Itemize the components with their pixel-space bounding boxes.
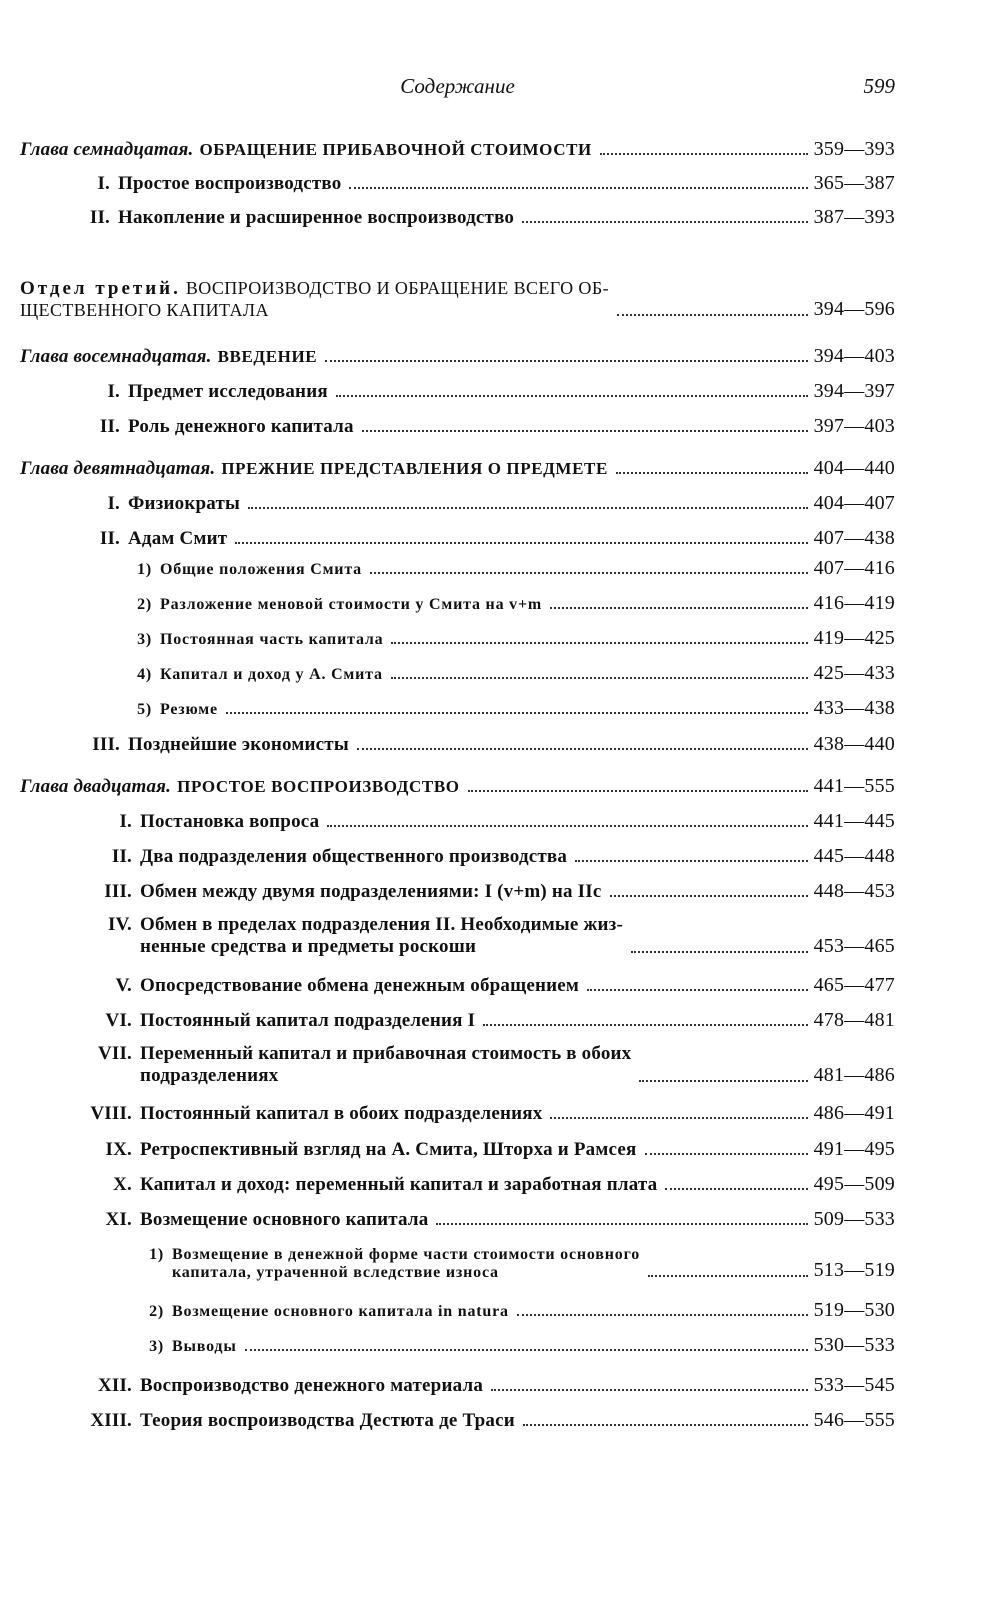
chapter-title: ПРОСТОЕ ВОСПРОИЗВОДСТВО [177, 777, 460, 796]
page-range: 491—495 [813, 1138, 895, 1160]
dot-leader [436, 1223, 807, 1225]
item-number: III. [92, 734, 120, 755]
dot-leader [522, 221, 807, 223]
dot-leader [600, 153, 808, 155]
item-number: VIII. [90, 1103, 132, 1124]
dot-leader [610, 895, 808, 897]
subitem-number: 5) [137, 701, 152, 718]
page-range: 394—596 [813, 298, 895, 320]
item-number: XII. [97, 1375, 132, 1396]
page-range: 394—403 [813, 345, 895, 367]
subitem-number: 4) [137, 666, 152, 683]
page-range: 445—448 [813, 845, 895, 867]
item-number: III. [104, 881, 132, 902]
dot-leader [325, 360, 807, 362]
chapter-prefix: Глава восемнадцатая. [20, 346, 212, 367]
toc-item[interactable] [20, 914, 895, 958]
chapter-title: ВВЕДЕНИЕ [217, 347, 318, 366]
page-range: 433—438 [813, 697, 895, 719]
page-range: 416—419 [813, 592, 895, 614]
item-text: Ретроспективный взгляд на А. Смита, Шторха и Рамсея [140, 1139, 637, 1160]
page-range: 438—440 [813, 733, 895, 755]
item-number: II. [111, 846, 132, 867]
page-range: 404—440 [813, 457, 895, 479]
page-range: 425—433 [813, 662, 895, 684]
dot-leader [523, 1424, 808, 1426]
toc-chapter[interactable] [20, 345, 895, 368]
toc-item[interactable] [20, 492, 895, 515]
item-text: Позднейшие экономисты [128, 734, 349, 755]
subitem-text: Возмещение основного капитала in natura [172, 1303, 509, 1320]
item-text: Теория воспроизводства Дестюта де Траси [140, 1410, 515, 1431]
dot-leader [391, 642, 807, 644]
toc-item[interactable] [20, 415, 895, 438]
dot-leader [631, 951, 808, 953]
subitem-text-line2: капитала, утраченной вследствие износа [172, 1264, 499, 1281]
item-number: IV. [107, 914, 132, 935]
item-number: I. [107, 381, 120, 402]
item-number: IX. [105, 1139, 132, 1160]
toc-chapter[interactable] [20, 775, 895, 798]
toc-subitem[interactable] [20, 1334, 895, 1357]
toc-item[interactable] [20, 974, 895, 997]
dot-leader [616, 472, 808, 474]
page-range: 495—509 [813, 1173, 895, 1195]
item-text: Возмещение основного капитала [140, 1209, 429, 1230]
toc-chapter[interactable] [20, 457, 895, 480]
item-text: Два подразделения общественного производства [140, 846, 568, 867]
item-text: Опосредствование обмена денежным обращением [140, 975, 580, 996]
header-title: Содержание [400, 74, 515, 98]
page-range: 465—477 [813, 974, 895, 996]
dot-leader [248, 507, 808, 509]
toc-subitem[interactable] [20, 697, 895, 720]
item-text-line2: подразделениях [140, 1065, 279, 1086]
item-number: XIII. [90, 1410, 132, 1431]
dot-leader [468, 790, 808, 792]
page-range: 513—519 [813, 1259, 895, 1281]
page-range: 419—425 [813, 627, 895, 649]
item-number: I. [107, 493, 120, 514]
item-number: VII. [97, 1043, 132, 1064]
page-number: 599 [863, 74, 895, 98]
page-range: 448—453 [813, 880, 895, 902]
page-range: 441—555 [813, 775, 895, 797]
dot-leader [226, 712, 808, 714]
item-text: Простое воспроизводство [118, 173, 342, 194]
page-range: 486—491 [813, 1102, 895, 1124]
page-range: 365—387 [813, 172, 895, 194]
dot-leader [349, 187, 807, 189]
page-range: 407—416 [813, 557, 895, 579]
item-number: II. [89, 207, 110, 228]
item-number: II. [99, 416, 120, 437]
page-range: 407—438 [813, 527, 895, 549]
subitem-number: 1) [137, 561, 152, 578]
page-range: 533—545 [813, 1374, 895, 1396]
item-number: VI. [105, 1010, 132, 1031]
subitem-number: 3) [137, 631, 152, 648]
dot-leader [648, 1275, 808, 1277]
subitem-number: 1) [149, 1246, 164, 1263]
dot-leader [327, 825, 807, 827]
section-prefix: Отдел третий. [20, 278, 181, 299]
subitem-number: 2) [149, 1303, 164, 1320]
subitem-text: Капитал и доход у А. Смита [160, 666, 383, 683]
item-text-line1: Переменный капитал и прибавочная стоимость в обоих [140, 1043, 632, 1064]
page-range: 546—555 [813, 1409, 895, 1431]
page-range: 478—481 [813, 1009, 895, 1031]
dot-leader [483, 1024, 807, 1026]
toc-subitem[interactable] [20, 592, 895, 615]
toc-item[interactable] [20, 845, 895, 868]
item-text: Постановка вопроса [140, 811, 320, 832]
toc-item[interactable] [20, 1374, 895, 1397]
dot-leader [665, 1188, 807, 1190]
page-range: 359—393 [813, 138, 895, 160]
toc-subitem[interactable] [20, 662, 895, 685]
running-header [20, 74, 895, 106]
toc-item[interactable] [20, 527, 895, 550]
toc-item[interactable] [20, 733, 895, 756]
chapter-title: ОБРАЩЕНИЕ ПРИБАВОЧНОЙ СТОИМОСТИ [199, 140, 592, 159]
dot-leader [550, 1117, 807, 1119]
item-text: Предмет исследования [128, 381, 328, 402]
dot-leader [391, 677, 808, 679]
toc-item[interactable] [20, 206, 895, 229]
item-text: Роль денежного капитала [128, 416, 354, 437]
chapter-title: ПРЕЖНИЕ ПРЕДСТАВЛЕНИЯ О ПРЕДМЕТЕ [221, 459, 608, 478]
dot-leader [550, 607, 808, 609]
toc-subitem[interactable] [20, 1299, 895, 1322]
page-range: 509—533 [813, 1208, 895, 1230]
item-text: Накопление и расширенное воспроизводство [118, 207, 515, 228]
toc-item[interactable] [20, 1208, 895, 1231]
item-number: X. [113, 1174, 132, 1195]
page-range: 453—465 [813, 935, 895, 957]
subitem-text: Разложение меновой стоимости у Смита на v+m [160, 596, 543, 613]
toc-item[interactable] [20, 1138, 895, 1161]
section-title-line2: ЩЕСТВЕННОГО КАПИТАЛА [20, 300, 269, 320]
dot-leader [336, 395, 808, 397]
toc-item[interactable] [20, 1009, 895, 1032]
item-text: Капитал и доход: переменный капитал и заработная плата [140, 1174, 658, 1195]
page-range: 394—397 [813, 380, 895, 402]
page-range: 397—403 [813, 415, 895, 437]
item-number: I. [119, 811, 132, 832]
chapter-prefix: Глава девятнадцатая. [20, 458, 216, 479]
item-text: Адам Смит [128, 528, 228, 549]
subitem-text-line1: Возмещение в денежной форме части стоимости основного [172, 1246, 641, 1263]
subitem-text: Выводы [172, 1338, 237, 1355]
dot-leader [645, 1153, 808, 1155]
item-text: Постоянный капитал в обоих подразделениях [140, 1103, 543, 1124]
item-text-line2: ненные средства и предметы роскоши [140, 936, 477, 957]
toc-subitem[interactable] [20, 627, 895, 650]
item-number: V. [115, 975, 132, 996]
page-range: 387—393 [813, 206, 895, 228]
dot-leader [491, 1389, 808, 1391]
toc-item[interactable] [20, 1102, 895, 1125]
toc-item[interactable] [20, 880, 895, 903]
dot-leader [587, 989, 808, 991]
subitem-number: 3) [149, 1338, 164, 1355]
subitem-text: Резюме [160, 701, 218, 718]
dot-leader [357, 748, 808, 750]
toc-section[interactable] [20, 278, 895, 321]
item-number: I. [97, 173, 110, 194]
dot-leader [235, 542, 807, 544]
item-text-line1: Обмен в пределах подразделения II. Необходимые жиз- [140, 914, 623, 935]
toc-item[interactable] [20, 810, 895, 833]
dot-leader [362, 430, 808, 432]
toc-subitem[interactable] [20, 1246, 895, 1282]
subitem-number: 2) [137, 596, 152, 613]
dot-leader [245, 1349, 808, 1351]
item-text: Воспроизводство денежного материала [140, 1375, 484, 1396]
page-range: 404—407 [813, 492, 895, 514]
page-range: 530—533 [813, 1334, 895, 1356]
section-title-line1: ВОСПРОИЗВОДСТВО И ОБРАЩЕНИЕ ВСЕГО ОБ- [185, 278, 609, 298]
subitem-text: Постоянная часть капитала [160, 631, 384, 648]
toc-item[interactable] [20, 1043, 895, 1087]
toc-subitem[interactable] [20, 557, 895, 580]
dot-leader [617, 314, 808, 316]
item-text: Физиократы [128, 493, 241, 514]
chapter-prefix: Глава двадцатая. [20, 776, 172, 797]
toc-item[interactable] [20, 1409, 895, 1432]
toc-item[interactable] [20, 172, 895, 195]
page-range: 519—530 [813, 1299, 895, 1321]
dot-leader [517, 1314, 808, 1316]
subitem-text: Общие положения Смита [160, 561, 362, 578]
item-number: XI. [105, 1209, 132, 1230]
item-text: Обмен между двумя подразделениями: I (v+m) на IIc [140, 881, 602, 902]
dot-leader [639, 1080, 807, 1082]
toc-item[interactable] [20, 380, 895, 403]
item-text: Постоянный капитал подразделения I [140, 1010, 476, 1031]
item-number: II. [99, 528, 120, 549]
dot-leader [575, 860, 807, 862]
page-range: 481—486 [813, 1064, 895, 1086]
toc-chapter[interactable] [20, 138, 895, 161]
toc-item[interactable] [20, 1173, 895, 1196]
chapter-prefix: Глава семнадцатая. [20, 139, 194, 160]
page-range: 441—445 [813, 810, 895, 832]
dot-leader [370, 572, 808, 574]
